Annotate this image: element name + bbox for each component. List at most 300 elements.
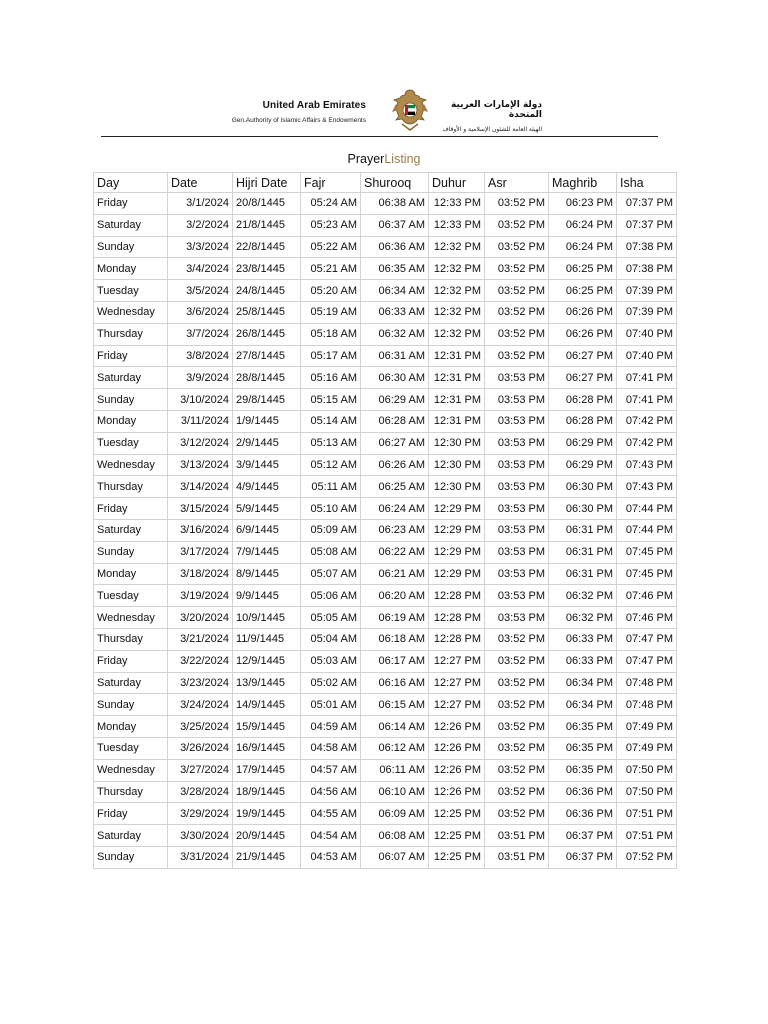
cell-fajr: 05:21 AM — [301, 258, 361, 280]
cell-fajr: 04:55 AM — [301, 803, 361, 825]
cell-fajr: 05:16 AM — [301, 367, 361, 389]
cell-hijri-date: 23/8/1445 — [233, 258, 301, 280]
table-row — [94, 759, 677, 781]
cell-isha: 07:42 PM — [617, 432, 677, 454]
cell-isha: 07:45 PM — [617, 563, 677, 585]
column-header-hijri-date: Hijri Date — [233, 173, 301, 193]
cell-hijri-date: 19/9/1445 — [233, 803, 301, 825]
cell-isha: 07:39 PM — [617, 280, 677, 302]
cell-asr: 03:52 PM — [485, 759, 549, 781]
cell-day: Wednesday — [94, 607, 168, 629]
cell-date: 3/20/2024 — [168, 607, 233, 629]
cell-isha: 07:45 PM — [617, 541, 677, 563]
cell-shurooq: 06:36 AM — [361, 236, 429, 258]
cell-isha: 07:51 PM — [617, 825, 677, 847]
cell-duhur: 12:27 PM — [429, 672, 485, 694]
cell-shurooq: 06:26 AM — [361, 454, 429, 476]
cell-maghrib: 06:29 PM — [549, 454, 617, 476]
cell-day: Monday — [94, 258, 168, 280]
cell-isha: 07:49 PM — [617, 716, 677, 738]
cell-shurooq: 06:18 AM — [361, 628, 429, 650]
cell-fajr: 05:13 AM — [301, 432, 361, 454]
cell-fajr: 05:18 AM — [301, 323, 361, 345]
cell-asr: 03:52 PM — [485, 716, 549, 738]
cell-asr: 03:52 PM — [485, 694, 549, 716]
cell-day: Sunday — [94, 389, 168, 411]
cell-isha: 07:48 PM — [617, 694, 677, 716]
cell-hijri-date: 28/8/1445 — [233, 367, 301, 389]
cell-hijri-date: 6/9/1445 — [233, 519, 301, 541]
cell-fajr: 05:24 AM — [301, 193, 361, 215]
cell-fajr: 04:58 AM — [301, 737, 361, 759]
cell-asr: 03:53 PM — [485, 585, 549, 607]
cell-maghrib: 06:25 PM — [549, 258, 617, 280]
cell-duhur: 12:32 PM — [429, 301, 485, 323]
cell-hijri-date: 22/8/1445 — [233, 236, 301, 258]
cell-date: 3/1/2024 — [168, 193, 233, 215]
cell-maghrib: 06:23 PM — [549, 193, 617, 215]
cell-shurooq: 06:16 AM — [361, 672, 429, 694]
cell-date: 3/27/2024 — [168, 759, 233, 781]
cell-day: Friday — [94, 498, 168, 520]
cell-duhur: 12:29 PM — [429, 498, 485, 520]
cell-duhur: 12:29 PM — [429, 519, 485, 541]
cell-asr: 03:52 PM — [485, 803, 549, 825]
cell-duhur: 12:26 PM — [429, 716, 485, 738]
cell-date: 3/13/2024 — [168, 454, 233, 476]
table-row — [94, 476, 677, 498]
table-row — [94, 323, 677, 345]
cell-maghrib: 06:35 PM — [549, 737, 617, 759]
cell-fajr: 05:01 AM — [301, 694, 361, 716]
cell-duhur: 12:32 PM — [429, 236, 485, 258]
cell-hijri-date: 16/9/1445 — [233, 737, 301, 759]
cell-date: 3/10/2024 — [168, 389, 233, 411]
cell-fajr: 05:07 AM — [301, 563, 361, 585]
column-header-day: Day — [94, 173, 168, 193]
cell-hijri-date: 11/9/1445 — [233, 628, 301, 650]
cell-maghrib: 06:35 PM — [549, 716, 617, 738]
cell-day: Sunday — [94, 541, 168, 563]
cell-fajr: 05:12 AM — [301, 454, 361, 476]
cell-fajr: 04:53 AM — [301, 846, 361, 868]
cell-shurooq: 06:27 AM — [361, 432, 429, 454]
cell-duhur: 12:30 PM — [429, 454, 485, 476]
cell-asr: 03:53 PM — [485, 389, 549, 411]
cell-duhur: 12:25 PM — [429, 803, 485, 825]
cell-fajr: 04:59 AM — [301, 716, 361, 738]
cell-asr: 03:53 PM — [485, 432, 549, 454]
cell-isha: 07:46 PM — [617, 585, 677, 607]
table-row — [94, 519, 677, 541]
cell-isha: 07:43 PM — [617, 476, 677, 498]
table-row — [94, 345, 677, 367]
cell-maghrib: 06:36 PM — [549, 781, 617, 803]
cell-hijri-date: 29/8/1445 — [233, 389, 301, 411]
cell-fajr: 05:09 AM — [301, 519, 361, 541]
cell-asr: 03:52 PM — [485, 280, 549, 302]
cell-fajr: 05:05 AM — [301, 607, 361, 629]
cell-duhur: 12:28 PM — [429, 628, 485, 650]
cell-date: 3/6/2024 — [168, 301, 233, 323]
cell-hijri-date: 4/9/1445 — [233, 476, 301, 498]
cell-day: Tuesday — [94, 432, 168, 454]
cell-isha: 07:47 PM — [617, 628, 677, 650]
cell-isha: 07:43 PM — [617, 454, 677, 476]
cell-date: 3/5/2024 — [168, 280, 233, 302]
cell-duhur: 12:31 PM — [429, 345, 485, 367]
cell-shurooq: 06:30 AM — [361, 367, 429, 389]
cell-asr: 03:53 PM — [485, 454, 549, 476]
cell-maghrib: 06:26 PM — [549, 323, 617, 345]
cell-shurooq: 06:09 AM — [361, 803, 429, 825]
table-body — [94, 193, 677, 869]
table-row — [94, 563, 677, 585]
cell-hijri-date: 25/8/1445 — [233, 301, 301, 323]
table-row — [94, 193, 677, 215]
cell-asr: 03:52 PM — [485, 301, 549, 323]
cell-maghrib: 06:31 PM — [549, 541, 617, 563]
cell-shurooq: 06:21 AM — [361, 563, 429, 585]
cell-hijri-date: 8/9/1445 — [233, 563, 301, 585]
cell-maghrib: 06:27 PM — [549, 345, 617, 367]
cell-shurooq: 06:17 AM — [361, 650, 429, 672]
cell-asr: 03:52 PM — [485, 650, 549, 672]
cell-duhur: 12:25 PM — [429, 846, 485, 868]
cell-asr: 03:52 PM — [485, 323, 549, 345]
cell-fajr: 05:23 AM — [301, 214, 361, 236]
cell-isha: 07:47 PM — [617, 650, 677, 672]
cell-date: 3/19/2024 — [168, 585, 233, 607]
cell-hijri-date: 17/9/1445 — [233, 759, 301, 781]
cell-maghrib: 06:24 PM — [549, 236, 617, 258]
cell-maghrib: 06:32 PM — [549, 585, 617, 607]
cell-day: Wednesday — [94, 454, 168, 476]
cell-day: Saturday — [94, 214, 168, 236]
table-row — [94, 432, 677, 454]
cell-isha: 07:37 PM — [617, 214, 677, 236]
cell-date: 3/8/2024 — [168, 345, 233, 367]
authority-name-en: Gen.Authority of Islamic Affairs & Endowments — [231, 117, 366, 124]
cell-duhur: 12:26 PM — [429, 737, 485, 759]
cell-isha: 07:52 PM — [617, 846, 677, 868]
cell-isha: 07:51 PM — [617, 803, 677, 825]
cell-shurooq: 06:34 AM — [361, 280, 429, 302]
table-row — [94, 585, 677, 607]
cell-day: Wednesday — [94, 759, 168, 781]
cell-day: Monday — [94, 716, 168, 738]
cell-fajr: 05:19 AM — [301, 301, 361, 323]
cell-isha: 07:42 PM — [617, 410, 677, 432]
cell-fajr: 05:03 AM — [301, 650, 361, 672]
cell-hijri-date: 20/9/1445 — [233, 825, 301, 847]
cell-isha: 07:44 PM — [617, 519, 677, 541]
cell-hijri-date: 13/9/1445 — [233, 672, 301, 694]
cell-asr: 03:53 PM — [485, 563, 549, 585]
cell-day: Thursday — [94, 781, 168, 803]
cell-asr: 03:53 PM — [485, 476, 549, 498]
cell-hijri-date: 1/9/1445 — [233, 410, 301, 432]
cell-duhur: 12:26 PM — [429, 781, 485, 803]
cell-hijri-date: 26/8/1445 — [233, 323, 301, 345]
cell-shurooq: 06:37 AM — [361, 214, 429, 236]
cell-hijri-date: 5/9/1445 — [233, 498, 301, 520]
cell-date: 3/3/2024 — [168, 236, 233, 258]
cell-maghrib: 06:30 PM — [549, 476, 617, 498]
cell-maghrib: 06:34 PM — [549, 694, 617, 716]
cell-date: 3/25/2024 — [168, 716, 233, 738]
header-divider — [101, 136, 658, 137]
cell-shurooq: 06:31 AM — [361, 345, 429, 367]
cell-duhur: 12:31 PM — [429, 410, 485, 432]
cell-hijri-date: 15/9/1445 — [233, 716, 301, 738]
table-row — [94, 650, 677, 672]
cell-asr: 03:53 PM — [485, 541, 549, 563]
cell-asr: 03:52 PM — [485, 236, 549, 258]
table-row — [94, 258, 677, 280]
cell-hijri-date: 3/9/1445 — [233, 454, 301, 476]
cell-asr: 03:53 PM — [485, 498, 549, 520]
cell-asr: 03:52 PM — [485, 737, 549, 759]
cell-day: Friday — [94, 345, 168, 367]
cell-day: Wednesday — [94, 301, 168, 323]
cell-fajr: 05:15 AM — [301, 389, 361, 411]
cell-shurooq: 06:08 AM — [361, 825, 429, 847]
cell-day: Monday — [94, 410, 168, 432]
cell-duhur: 12:25 PM — [429, 825, 485, 847]
cell-asr: 03:51 PM — [485, 825, 549, 847]
cell-day: Friday — [94, 803, 168, 825]
column-header-duhur: Duhur — [429, 173, 485, 193]
cell-isha: 07:38 PM — [617, 258, 677, 280]
cell-isha: 07:49 PM — [617, 737, 677, 759]
cell-duhur: 12:32 PM — [429, 323, 485, 345]
column-header-isha: Isha — [617, 173, 677, 193]
cell-date: 3/21/2024 — [168, 628, 233, 650]
cell-date: 3/31/2024 — [168, 846, 233, 868]
cell-hijri-date: 21/9/1445 — [233, 846, 301, 868]
cell-fajr: 05:14 AM — [301, 410, 361, 432]
cell-shurooq: 06:24 AM — [361, 498, 429, 520]
cell-day: Thursday — [94, 628, 168, 650]
cell-duhur: 12:28 PM — [429, 585, 485, 607]
cell-day: Sunday — [94, 236, 168, 258]
cell-maghrib: 06:30 PM — [549, 498, 617, 520]
cell-hijri-date: 21/8/1445 — [233, 214, 301, 236]
cell-duhur: 12:33 PM — [429, 214, 485, 236]
cell-asr: 03:52 PM — [485, 193, 549, 215]
cell-hijri-date: 14/9/1445 — [233, 694, 301, 716]
cell-isha: 07:37 PM — [617, 193, 677, 215]
cell-hijri-date: 27/8/1445 — [233, 345, 301, 367]
header-org-english — [232, 100, 366, 124]
cell-date: 3/22/2024 — [168, 650, 233, 672]
cell-duhur: 12:32 PM — [429, 258, 485, 280]
cell-shurooq: 06:07 AM — [361, 846, 429, 868]
cell-date: 3/7/2024 — [168, 323, 233, 345]
cell-date: 3/12/2024 — [168, 432, 233, 454]
title-prayer: Prayer — [347, 152, 385, 166]
cell-date: 3/9/2024 — [168, 367, 233, 389]
cell-isha: 07:50 PM — [617, 781, 677, 803]
cell-duhur: 12:28 PM — [429, 607, 485, 629]
cell-day: Monday — [94, 563, 168, 585]
cell-maghrib: 06:33 PM — [549, 628, 617, 650]
cell-date: 3/16/2024 — [168, 519, 233, 541]
cell-asr: 03:53 PM — [485, 367, 549, 389]
table-row — [94, 803, 677, 825]
cell-maghrib: 06:28 PM — [549, 410, 617, 432]
cell-isha: 07:50 PM — [617, 759, 677, 781]
org-name-en: United Arab Emirates — [262, 100, 366, 111]
cell-day: Tuesday — [94, 280, 168, 302]
table-row — [94, 628, 677, 650]
cell-date: 3/14/2024 — [168, 476, 233, 498]
cell-isha: 07:44 PM — [617, 498, 677, 520]
cell-fajr: 05:04 AM — [301, 628, 361, 650]
cell-duhur: 12:26 PM — [429, 759, 485, 781]
cell-fajr: 04:54 AM — [301, 825, 361, 847]
cell-hijri-date: 7/9/1445 — [233, 541, 301, 563]
cell-date: 3/28/2024 — [168, 781, 233, 803]
cell-day: Sunday — [94, 846, 168, 868]
table-row — [94, 236, 677, 258]
cell-date: 3/15/2024 — [168, 498, 233, 520]
cell-isha: 07:41 PM — [617, 367, 677, 389]
table-row — [94, 781, 677, 803]
cell-fajr: 05:08 AM — [301, 541, 361, 563]
cell-day: Tuesday — [94, 585, 168, 607]
table-row — [94, 367, 677, 389]
cell-date: 3/30/2024 — [168, 825, 233, 847]
cell-duhur: 12:27 PM — [429, 650, 485, 672]
cell-shurooq: 06:15 AM — [361, 694, 429, 716]
cell-asr: 03:52 PM — [485, 628, 549, 650]
cell-duhur: 12:29 PM — [429, 541, 485, 563]
cell-fajr: 05:22 AM — [301, 236, 361, 258]
cell-duhur: 12:32 PM — [429, 280, 485, 302]
cell-hijri-date: 24/8/1445 — [233, 280, 301, 302]
cell-maghrib: 06:24 PM — [549, 214, 617, 236]
column-header-asr: Asr — [485, 173, 549, 193]
cell-hijri-date: 10/9/1445 — [233, 607, 301, 629]
table-row — [94, 825, 677, 847]
table-row — [94, 389, 677, 411]
table-row — [94, 737, 677, 759]
column-header-fajr: Fajr — [301, 173, 361, 193]
cell-duhur: 12:30 PM — [429, 432, 485, 454]
cell-day: Friday — [94, 193, 168, 215]
authority-name-ar: الهيئة العامة للشئون الإسلامية و الأوقاف — [442, 126, 542, 133]
title-listing: Listing — [384, 152, 421, 166]
cell-hijri-date: 20/8/1445 — [233, 193, 301, 215]
cell-isha: 07:41 PM — [617, 389, 677, 411]
cell-maghrib: 06:27 PM — [549, 367, 617, 389]
org-name-ar: دولة الإمارات العربية المتحدة — [450, 100, 542, 120]
cell-date: 3/2/2024 — [168, 214, 233, 236]
cell-day: Friday — [94, 650, 168, 672]
cell-shurooq: 06:32 AM — [361, 323, 429, 345]
cell-asr: 03:52 PM — [485, 258, 549, 280]
cell-maghrib: 06:31 PM — [549, 519, 617, 541]
cell-date: 3/18/2024 — [168, 563, 233, 585]
table-row — [94, 454, 677, 476]
cell-day: Thursday — [94, 323, 168, 345]
cell-fajr: 05:20 AM — [301, 280, 361, 302]
cell-isha: 07:39 PM — [617, 301, 677, 323]
cell-maghrib: 06:26 PM — [549, 301, 617, 323]
cell-isha: 07:46 PM — [617, 607, 677, 629]
table-row — [94, 846, 677, 868]
table-row — [94, 541, 677, 563]
cell-maghrib: 06:28 PM — [549, 389, 617, 411]
prayer-times-table — [93, 172, 677, 869]
table-row — [94, 607, 677, 629]
cell-shurooq: 06:29 AM — [361, 389, 429, 411]
table-row — [94, 694, 677, 716]
cell-duhur: 12:27 PM — [429, 694, 485, 716]
cell-date: 3/23/2024 — [168, 672, 233, 694]
cell-day: Saturday — [94, 519, 168, 541]
cell-maghrib: 06:35 PM — [549, 759, 617, 781]
column-header-date: Date — [168, 173, 233, 193]
cell-isha: 07:48 PM — [617, 672, 677, 694]
cell-maghrib: 06:31 PM — [549, 563, 617, 585]
cell-duhur: 12:33 PM — [429, 193, 485, 215]
cell-fajr: 05:06 AM — [301, 585, 361, 607]
column-header-shurooq: Shurooq — [361, 173, 429, 193]
cell-day: Thursday — [94, 476, 168, 498]
table-row — [94, 280, 677, 302]
table-row — [94, 410, 677, 432]
page-title — [0, 152, 768, 166]
table-row — [94, 498, 677, 520]
cell-shurooq: 06:20 AM — [361, 585, 429, 607]
cell-maghrib: 06:29 PM — [549, 432, 617, 454]
cell-date: 3/29/2024 — [168, 803, 233, 825]
cell-day: Sunday — [94, 694, 168, 716]
cell-asr: 03:53 PM — [485, 410, 549, 432]
cell-duhur: 12:30 PM — [429, 476, 485, 498]
cell-shurooq: 06:33 AM — [361, 301, 429, 323]
cell-date: 3/24/2024 — [168, 694, 233, 716]
cell-asr: 03:52 PM — [485, 781, 549, 803]
cell-shurooq: 06:19 AM — [361, 607, 429, 629]
cell-shurooq: 06:25 AM — [361, 476, 429, 498]
cell-shurooq: 06:38 AM — [361, 193, 429, 215]
cell-fajr: 05:17 AM — [301, 345, 361, 367]
cell-shurooq: 06:23 AM — [361, 519, 429, 541]
cell-asr: 03:53 PM — [485, 519, 549, 541]
table-row — [94, 716, 677, 738]
cell-maghrib: 06:32 PM — [549, 607, 617, 629]
cell-hijri-date: 9/9/1445 — [233, 585, 301, 607]
table-row — [94, 301, 677, 323]
cell-shurooq: 06:11 AM — [361, 759, 429, 781]
cell-maghrib: 06:34 PM — [549, 672, 617, 694]
cell-hijri-date: 12/9/1445 — [233, 650, 301, 672]
cell-day: Saturday — [94, 825, 168, 847]
cell-fajr: 05:11 AM — [301, 476, 361, 498]
cell-duhur: 12:31 PM — [429, 389, 485, 411]
cell-hijri-date: 18/9/1445 — [233, 781, 301, 803]
cell-maghrib: 06:33 PM — [549, 650, 617, 672]
cell-date: 3/11/2024 — [168, 410, 233, 432]
cell-day: Saturday — [94, 367, 168, 389]
cell-date: 3/17/2024 — [168, 541, 233, 563]
cell-shurooq: 06:14 AM — [361, 716, 429, 738]
cell-date: 3/4/2024 — [168, 258, 233, 280]
